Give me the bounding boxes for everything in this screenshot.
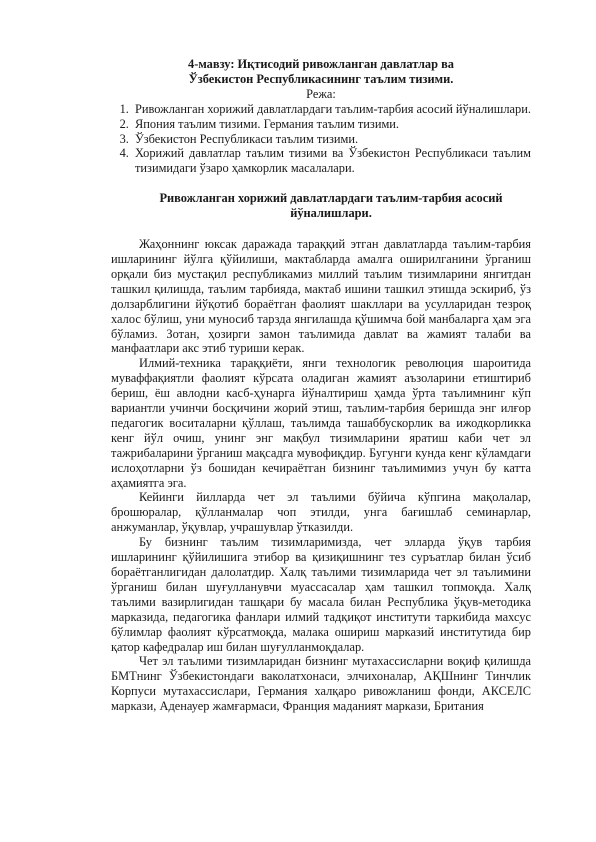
plan-item: 3. Ўзбекистон Республикаси таълим тизими. bbox=[132, 132, 531, 147]
plan-list bbox=[111, 102, 531, 177]
topic-title-line-1: 4-мавзу: Иқтисодий ривожланган давлатлар ва bbox=[188, 57, 454, 71]
document-body bbox=[111, 57, 531, 714]
topic-title-line-2: Ўзбекистон Республикасининг таълим тизими. bbox=[188, 71, 454, 86]
body-paragraph: Илмий-техника тараққиёти, янги технологик революция шароитида муваффақиятли фаолият кўрсата оладиган жамият аъзоларини етиштириб бериш, ёш авлодни касб-ҳунарга йўналтириш ҳамда ўрта таълимнинг кўп вариантли учинчи босқичини жорий этиш, таълим-тарбия беришда энг илғор педагогик воситаларни қўллаш, таълимда ташаббускорлик ва ижодкорликка кенг йўл очиш, унинг энг мақбул тизимларини яратиш каби чет эл тажрибаларини ўрганиш мақсадга мувофиқдир. Бугунги кунда кенг кўламдаги ислоҳотларни ўз бошидан кечираётган бизнинг таълимимиз учун бу катта аҳамиятга эга. bbox=[111, 356, 531, 490]
plan-item: 2. Япония таълим тизими. Германия таълим тизими. bbox=[132, 117, 531, 132]
plan-item: 4. Хорижий давлатлар таълим тизими ва Ўзбекистон Республикаси таълим тизимидаги ўзаро ҳамкорлик масалалари. bbox=[132, 146, 531, 176]
body-paragraph: Чет эл таълими тизимларидан бизнинг мутахассисларни воқиф қилишда БМТнинг Ўзбекистондаги ваколатхонаси, элчихоналар, АҚШнинг Тинчлик Корпуси мутахассислари, Германия халқаро ривожланиш фонди, АКСЕЛС маркази, Аденауер жамғармаси, Франция маданият маркази, Британия bbox=[111, 654, 531, 714]
plan-heading: Режа: bbox=[306, 86, 336, 101]
body-paragraph: Бу бизнинг таълим тизимларимизда, чет элларда ўқув тарбия ишларининг қўйилишига этибор ва қизиқишнинг тез суръатлар билан ўсиб бораётганлигидан далолатдир. Халқ таълими тизимларида чет эл таълимини ўрганиш билан шуғулланувчи муассасалар ҳам ташкил топмоқда. Халқ таълими вазирлигидан ташқари бу масала билан Республика ўқув-методика марказида, педагогика фанлари илмий тадқиқот институти таркибида махсус бўлимлар фаолият кўрсатмоқда, малака ошириш марказий институтида бир қатор кафедралар иш билан шуғулланмоқдалар. bbox=[111, 535, 531, 654]
body-paragraph: Жаҳоннинг юксак даражада тараққий этган давлатларда таълим-тарбия ишларининг йўлга қўйилиши, мактабларда амалга оширилганини ўрганиш орқали биз мустақил республикамиз миллий таълим тизимларини янгитдан ташкил қилишда, таълим тарбияда, мактаб ишини ташкил этишда эскириб, ўз долзарблигини йўқотиб бораётган фаолият шакллари ва усулларидан тезроқ халос бўлиш, уни муносиб тарзда янгилашда қўшимча бой манбаларга ҳам эга бўламиз. Зотан, ҳозирги замон таълимида давлат ва жамият талаби ва манфаатлари акс этиб туриши керак. bbox=[111, 237, 531, 356]
plan-item: 1. Ривожланган хорижий давлатлардаги таълим-тарбия асосий йўналишлари. bbox=[132, 102, 531, 117]
body-paragraph: Кейинги йилларда чет эл таълими бўйича кўпгина мақолалар, брошюралар, қўлланмалар чоп этилди, унга бағишлаб семинарлар, анжуманлар, ўқувлар, учрашувлар ўтказилди. bbox=[111, 490, 531, 535]
section-title: Ривожланган хорижий давлатлардаги таълим-тарбия асосий йўналишлари. bbox=[159, 191, 503, 221]
